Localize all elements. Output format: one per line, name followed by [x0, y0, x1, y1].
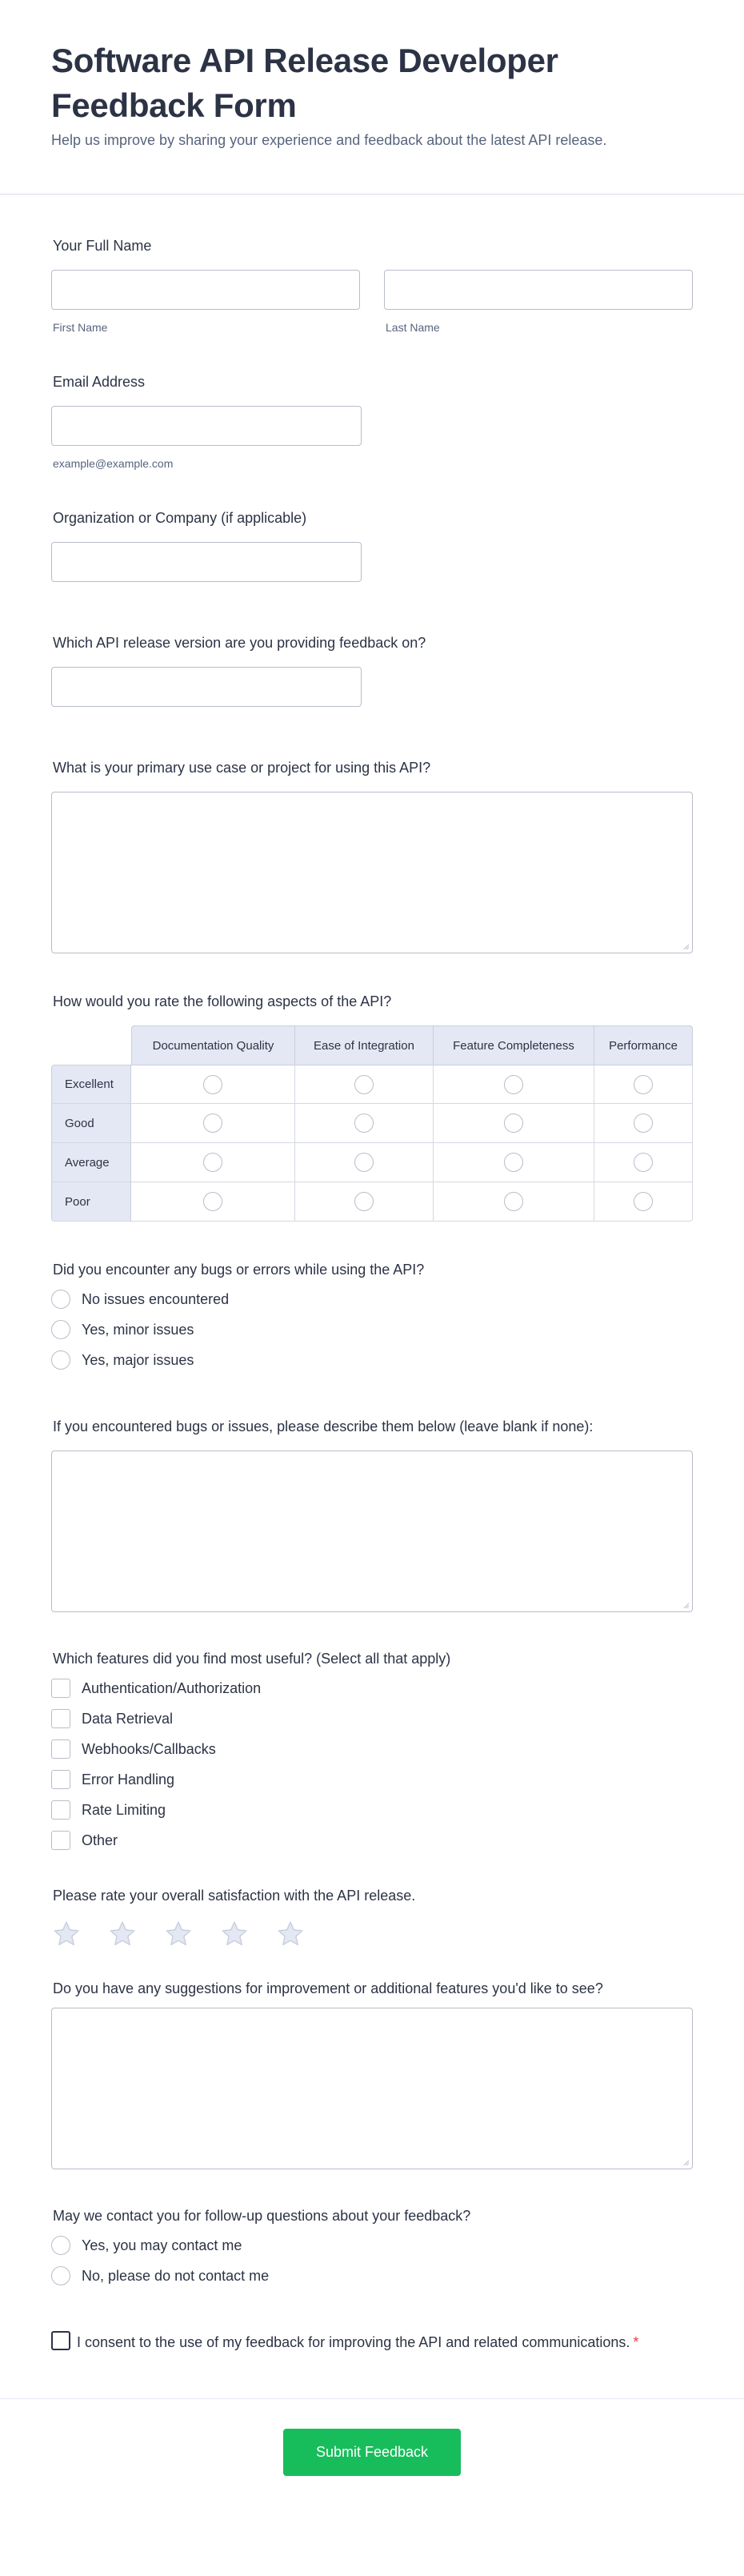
matrix-column-header: Documentation Quality — [131, 1025, 295, 1065]
email-label: Email Address — [53, 374, 146, 390]
matrix-row — [51, 1104, 693, 1143]
submit-button[interactable]: Submit Feedback — [283, 2429, 461, 2476]
radio-button[interactable] — [51, 2236, 70, 2255]
contact-field — [51, 2206, 693, 2291]
checkbox[interactable] — [51, 1831, 70, 1850]
resize-grip-icon[interactable] — [682, 942, 690, 950]
matrix-radio[interactable] — [354, 1113, 374, 1133]
contact-option[interactable] — [51, 2261, 693, 2291]
resize-grip-icon[interactable] — [682, 1601, 690, 1609]
option-label: Rate Limiting — [82, 1801, 166, 1818]
feature-option[interactable] — [51, 1825, 693, 1856]
matrix-column-header: Feature Completeness — [434, 1025, 594, 1065]
matrix-row-label: Excellent — [51, 1065, 131, 1104]
form-header — [0, 0, 744, 195]
contact-option[interactable] — [51, 2230, 693, 2261]
checkbox[interactable] — [51, 1739, 70, 1759]
contact-label: May we contact you for follow-up questions about your feedback? — [53, 2208, 471, 2224]
organization-field — [51, 508, 693, 582]
star-rating — [51, 1920, 693, 1948]
first-name-sublabel: First Name — [53, 321, 108, 334]
email-sublabel: example@example.com — [53, 457, 174, 470]
page-subtitle: Help us improve by sharing your experience and feedback about the latest API release. — [51, 132, 607, 148]
resize-grip-icon[interactable] — [682, 2158, 690, 2166]
option-label: Yes, minor issues — [82, 1321, 194, 1338]
matrix-radio[interactable] — [203, 1075, 222, 1094]
checkbox[interactable] — [51, 1770, 70, 1789]
matrix-radio[interactable] — [504, 1153, 523, 1172]
matrix-radio[interactable] — [504, 1113, 523, 1133]
matrix-radio[interactable] — [634, 1075, 653, 1094]
form-footer — [0, 2398, 744, 2513]
full-name-field — [51, 217, 693, 334]
full-name-label: Your Full Name — [53, 238, 152, 254]
option-label: Yes, you may contact me — [82, 2237, 242, 2253]
version-field — [51, 633, 693, 707]
feature-option[interactable] — [51, 1764, 693, 1795]
bugs-option[interactable] — [51, 1314, 693, 1345]
required-asterisk: * — [633, 2334, 639, 2350]
matrix-radio[interactable] — [354, 1192, 374, 1211]
feature-option[interactable] — [51, 1734, 693, 1764]
matrix-radio[interactable] — [504, 1075, 523, 1094]
page-title: Software API Release Developer Feedback Form — [51, 42, 558, 124]
matrix-radio[interactable] — [354, 1153, 374, 1172]
organization-input[interactable] — [51, 542, 362, 582]
star-icon[interactable] — [163, 1920, 194, 1948]
matrix-row-label: Average — [51, 1143, 131, 1182]
use-case-textarea[interactable] — [51, 792, 693, 953]
matrix-row — [51, 1182, 693, 1222]
matrix-row-label: Poor — [51, 1182, 131, 1222]
feature-option[interactable] — [51, 1795, 693, 1825]
features-label: Which features did you find most useful? (Select all that apply) — [53, 1651, 451, 1667]
star-icon[interactable] — [275, 1920, 306, 1948]
first-name-input[interactable] — [51, 270, 360, 310]
bugs-field — [51, 1260, 693, 1375]
radio-button[interactable] — [51, 2266, 70, 2285]
option-label: Yes, major issues — [82, 1351, 194, 1368]
bugs-label: Did you encounter any bugs or errors while using the API? — [53, 1262, 425, 1278]
option-label: Authentication/Authorization — [82, 1679, 262, 1696]
matrix-radio[interactable] — [634, 1153, 653, 1172]
matrix-column-header: Ease of Integration — [295, 1025, 434, 1065]
matrix-radio[interactable] — [203, 1113, 222, 1133]
feature-option[interactable] — [51, 1703, 693, 1734]
consent-field — [51, 2331, 693, 2353]
bugs-option[interactable] — [51, 1345, 693, 1375]
organization-label: Organization or Company (if applicable) — [53, 510, 307, 526]
rating-matrix-field — [51, 992, 693, 1222]
suggestions-textarea[interactable] — [51, 2008, 693, 2169]
bug-details-label: If you encountered bugs or issues, please describe them below (leave blank if none): — [53, 1418, 594, 1434]
matrix-radio[interactable] — [354, 1075, 374, 1094]
star-icon[interactable] — [51, 1920, 82, 1948]
radio-button[interactable] — [51, 1320, 70, 1339]
features-field — [51, 1649, 693, 1856]
suggestions-field — [51, 1979, 693, 2169]
matrix-column-header: Performance — [594, 1025, 693, 1065]
consent-label: I consent to the use of my feedback for improving the API and related communications. — [77, 2334, 630, 2350]
matrix-radio[interactable] — [504, 1192, 523, 1211]
checkbox[interactable] — [51, 1679, 70, 1698]
rating-matrix-label: How would you rate the following aspects of the API? — [53, 993, 392, 1009]
option-label: Data Retrieval — [82, 1710, 174, 1727]
version-input[interactable] — [51, 667, 362, 707]
rating-matrix — [51, 1025, 693, 1222]
satisfaction-label: Please rate your overall satisfaction with the API release. — [53, 1888, 416, 1904]
matrix-radio[interactable] — [203, 1153, 222, 1172]
matrix-radio[interactable] — [634, 1192, 653, 1211]
bug-details-textarea[interactable] — [51, 1451, 693, 1612]
checkbox[interactable] — [51, 1709, 70, 1728]
feedback-form — [0, 195, 744, 2353]
matrix-corner — [51, 1025, 131, 1065]
bug-details-field — [51, 1417, 693, 1612]
matrix-radio[interactable] — [634, 1113, 653, 1133]
option-label: No issues encountered — [82, 1290, 230, 1307]
bugs-option[interactable] — [51, 1284, 693, 1314]
option-label: Error Handling — [82, 1771, 175, 1788]
use-case-label: What is your primary use case or project for using this API? — [53, 760, 431, 776]
email-input[interactable] — [51, 406, 362, 446]
email-field — [51, 372, 693, 470]
matrix-row-label: Good — [51, 1104, 131, 1143]
consent-checkbox[interactable] — [51, 2331, 70, 2350]
matrix-radio[interactable] — [203, 1192, 222, 1211]
version-label: Which API release version are you providing feedback on? — [53, 635, 426, 651]
last-name-sublabel: Last Name — [386, 321, 440, 334]
satisfaction-field — [51, 1886, 693, 1948]
last-name-input[interactable] — [384, 270, 693, 310]
feature-option[interactable] — [51, 1673, 693, 1703]
checkbox[interactable] — [51, 1800, 70, 1820]
matrix-row — [51, 1143, 693, 1182]
matrix-row — [51, 1065, 693, 1104]
option-label: No, please do not contact me — [82, 2267, 270, 2284]
radio-button[interactable] — [51, 1290, 70, 1309]
suggestions-label: Do you have any suggestions for improvement or additional features you'd like to see? — [53, 1980, 603, 1996]
option-label: Other — [82, 1832, 118, 1848]
star-icon[interactable] — [107, 1920, 138, 1948]
star-icon[interactable] — [219, 1920, 250, 1948]
option-label: Webhooks/Callbacks — [82, 1740, 216, 1757]
use-case-field — [51, 758, 693, 953]
radio-button[interactable] — [51, 1350, 70, 1370]
